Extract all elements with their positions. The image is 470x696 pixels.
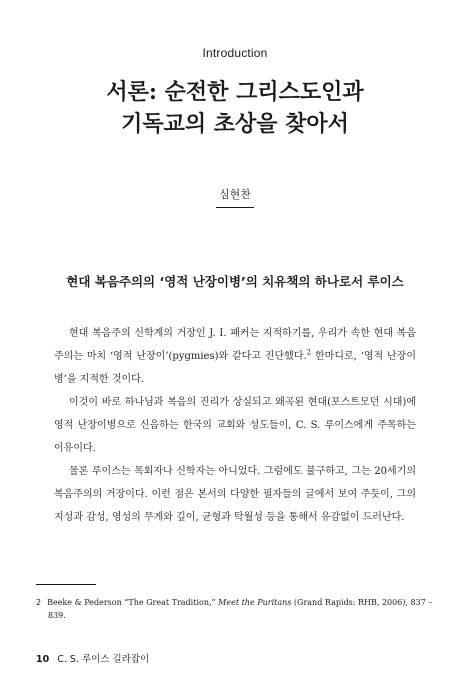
footnote (36, 596, 436, 622)
footnote-divider (36, 584, 96, 585)
section-heading: 현대 복음주의의 ‘영적 난장이병’의 치유책의 하나로서 루이스 (66, 274, 404, 289)
paragraph-3: 물론 루이스는 목회자나 신학자는 아니었다. 그럼에도 불구하고, 그는 20세기의 복음주의의 거장이다. 이런 점은 본서의 다양한 필자들의 글에서 보여 주듯이, 그의 지성과 감성, 영성의 무게와 깊이, 균형과 탁월성 등을 통해서 유감없이 드러난다. (54, 466, 416, 523)
chapter-eyebrow: Introduction (202, 46, 268, 60)
footnote-text-continued: (Grand Rapids: RHB, 2006), 837 – (291, 598, 433, 607)
chapter-title-line-1: 서론: 순전한 그리스도인과 (106, 79, 364, 105)
paragraph-2: 이것이 바로 하나님과 복음의 진리가 상실되고 왜곡된 현대(포스트모던 시대)에 영적 난장이병으로 신음하는 한국의 교회와 성도들이, C. S. 루이스에게 주목하는 이유이다. (54, 397, 416, 454)
paragraph-1-text: 현대 복음주의 신학계의 거장인 J. I. 패커는 지적하기를, 우리가 속한 현대 복음주의는 마치 ‘영적 난장이’(pygmies)와 같다고 진단했다. (54, 328, 416, 362)
running-title: C. S. 루이스 길라잡이 (57, 654, 150, 665)
paragraph-1-text-continued: 한마디로, ‘영적 난장이병’을 지적한 것이다. (54, 351, 416, 385)
page-footer (36, 651, 149, 665)
footnote-text-wrap: 839. (48, 611, 66, 620)
footnote-book-title: Meet the Puritans (218, 598, 292, 607)
footnote-text: Beeke & Pederson “The Great Tradition,” (47, 598, 219, 607)
footnote-number: 2 (36, 598, 42, 607)
chapter-title-line-2: 기독교의 초상을 찾아서 (121, 111, 349, 137)
author-name: 심현찬 (219, 188, 251, 201)
page-number: 10 (36, 654, 50, 665)
chapter-title (0, 76, 470, 140)
footnote-marker[interactable]: 2 (306, 348, 312, 357)
author-underline (216, 207, 254, 208)
paragraph-1 (54, 322, 416, 391)
body-text (54, 322, 416, 529)
